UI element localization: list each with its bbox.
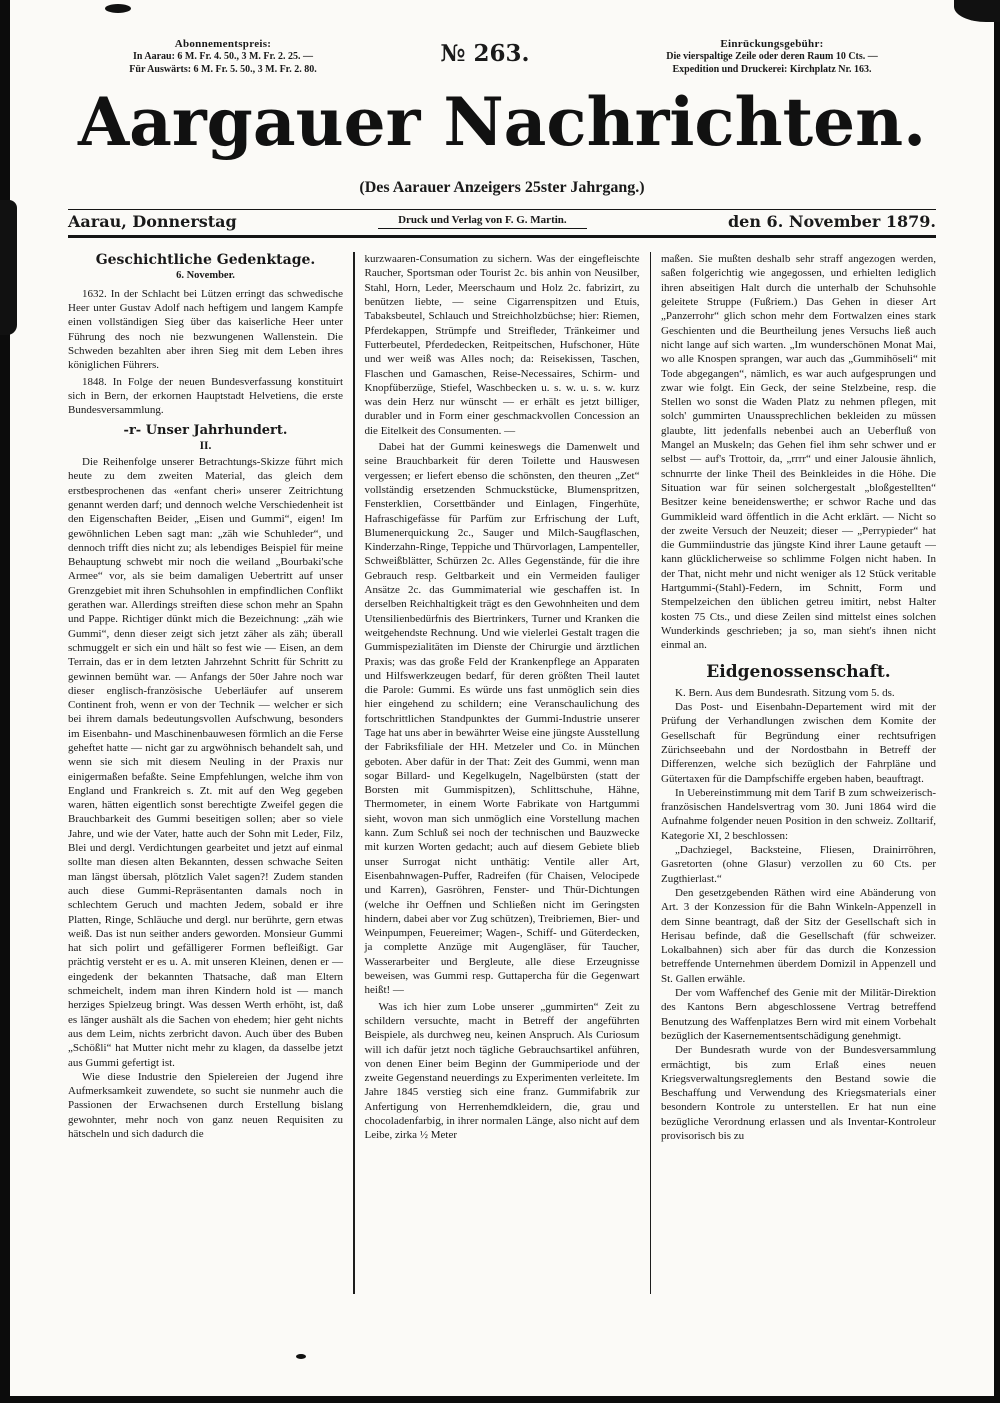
- article-paragraph: maßen. Sie mußten deshalb sehr straff angezogen werden, saßen folgerichtig wie angegossen, und erhielten lediglich ihren abseitigen Halt durch die unterhalb der Schuhsohle geleitete Struppe (Fußriem.) Das Gehen in dieser Art „Panzerrohr“ glich schon mehr dem Fortwalzen eines stark Geschienten und die Beurtheilung jenes Versuchs ließ auch nicht lange auf sich warten. „Im wunderschönen Monat Mai, wo alle Knospen sprangen, war auch das „Gummihöseli“ mit Tode abgegangen“, nämlich, es war auch aufgesprungen und zwar wie folgt. Ein Geck, der seine Stelzbeine, resp. die Stellen wo sonst die Waden Platz zu nehmen pflegen, mit solch' gummirten Unaussprechlichen bekleiden zu müssen glaubte, litt jedenfalls nebenbei auch an Ueberfluß von Mangel an Muskeln; das Gehen fiel ihm sehr schwer und er selbst — auf's Trottoir, da, „rrrr“ und einer Jalousie ähnlich, schnurrte der linke Theil des Beinkleides in die Höhe. Die Situation war für seinen solchergestalt „bloßgestellten“ Besitzer keine beneidenswerthe; er schwor Rache und das Gummikleid ward öffentlich in die Acht erklärt. — Nicht so der zweite Versuch der Neuzeit; dieser — „Perrypieder“ hat die Gummiindustrie das jüngste Kind ihrer Laune getauft — kann glücklicherweise so schlimme Folgen nicht haben. In der That, nicht mehr und nicht weniger als 12 Stück veritable Hartgummi-(Stahl)-Federn, im Schnitt, Form und Stempelzeichen den üblichen getreu imitirt, nebst Halter kosten 75 Cts., und diese Zeilen sind mittelst eines solchen Wunderkinds geschrieben; ja so, man sieht's ihnen nicht einmal an.: [661, 253, 936, 652]
- issue-number: № 263.: [440, 40, 530, 67]
- newspaper-title: Aargauer Nachrichten.: [77, 83, 927, 161]
- article-paragraph: kurzwaaren-Consumation zu sichern. Was der eingefleischte Raucher, Sportsman oder Tourist 2c. bis anhin von Neusilber, Stahl, Horn, Leder, Meerschaum und Holz 2c. fabrizirt, zu benützen liebte, — seine Cigarrenspitzen und Etuis, Tabaksbeutel, Schlauch und Streichholzbüchse; hier: Riemen, Pferdekappen, Strümpfe und Streifleder, Tränkeimer und Futterbeutel, Pferdedecken, Reitpeitschen, Hufschoner, Hüte und wer weiß was Alles noch; da: Reisekissen, Taschen, Flaschen und Gamaschen, Reise-Necessaires, Schirm- und Knopfüberzüge, Stiefel, Waschbecken u. s. w. u. s. w. kurz was dein Herz nur wünscht — er erhält es jetzt billiger, durabler und in Form einer geschmackvollen Concession an die Eitelkeit des Consumenten. —: [364, 253, 640, 437]
- column-3: [651, 252, 936, 1294]
- article-paragraph: Wie diese Industrie den Spielereien der Jugend ihre Aufmerksamkeit zuwendete, so sucht sie nunmehr auch die Passionen der Erwachsenen durch Erstellung bislang gewohnter, mehr noch von ganz neuen Requisiten zu hätscheln und sich dadurch die: [68, 1070, 343, 1140]
- top-information-bar: [10, 0, 994, 76]
- dateline: [68, 210, 936, 235]
- article-heading-gedenktage: Geschichtliche Gedenktage.: [95, 252, 316, 269]
- article-paragraph: „Dachziegel, Backsteine, Fliesen, Drainirröhren, Gasretorten (ohne Glasur) verzollen zu 60 Cts. per Zugthierlast.“: [661, 844, 936, 885]
- article-paragraph: Der vom Waffenchef des Genie mit der Militär-Direktion des Kantons Bern abgeschlossene Vertrag betreffend Benutzung des Waffenplatzes Bern wird mit einem Vorbehalt bezüglich der Kasernementsentschädigung genehmigt.: [661, 987, 936, 1042]
- article-columns: [68, 252, 936, 1294]
- article-paragraph: Was ich hier zum Lobe unserer „gummirten“ Zeit zu schildern versuchte, macht in Betreff der angeführten Beispiele, als durchweg neu, keinen Anspruch. Als Curiosum will ich dafür jetzt noch tägliche Gebrauchsartikel anführen, von denen Einer beim Beginn der Gummiperiode und der zweite Gegenstand neuerdings zu Experimenten verleitete. Im Jahre 1845 verstieg sich eine franz. Gummifabrik zur Anfertigung von Herrenhemdkleidern, die, grau und chocoladenfarbig, in ihrer normalen Länge, also nicht auf dem Leibe, zirka ½ Meter: [364, 1000, 640, 1142]
- article-paragraph: K. Bern. Aus dem Bundesrath. Sitzung vom 5. ds.: [675, 686, 895, 699]
- subscription-line: In Aarau: 6 M. Fr. 4. 50., 3 M. Fr. 2. 25. —: [132, 51, 314, 62]
- article-part-numeral: II.: [199, 439, 212, 452]
- article-paragraph: Dabei hat der Gummi keineswegs die Damenwelt und seine Brauchbarkeit für deren Toilette und Hauswesen vergessen; er liefert ebenso die schönsten, den theuren „Zet“ vollständig ersetzenden Schmuckstücke, Blumenspritzen, Fensterklien, Corsettbänder und Einlagen, Fingerhüte, Hafraschigefässe für Parfüm zur Erfrischung der Luft, Blumenerquickung 2c., Sauger und Milch-Saugflaschen, Kinderzahn-Ringe, Teppiche und Thürvorlagen, Lampenteller, Schweißblätter, Schürzen 2c. Alles Gegenstände, für die ihre Gebrauch resp. Geltbarkeit und ein Vermeiden fauliger Ansätze 2c. das Gummimaterial wie geschaffen ist. In derselben Reichhaltigkeit trägt es den Gewohnheiten und dem Utensilienbedürfnis des Biertrinkers, Turner und Kranken die weitgehendste Rechnung. Und wie vielerlei Gestalt tragen die Gummispezialitäten im Dienste der Chirurgie und ärztlichen Praxis; was das große Feld der Krankenpflege an Apparaten und Hilfswerkzeugen bedarf, für deren größten Theil lautet die Parole: Gummi. Es würde uns fast unmöglich sein dies hier eingehend zu schildern; eine Veranschaulichung des fortschrittlichen Standpunktes der Gummi-Industrie unserer Tage hat uns aber in bewährter Weise eine jüngste Ausstellung der Fabriksfiliale der HH. Metzeler und Co. in München geboten. Aber dafür in der That: Zeit des Gummi, wenn man sogar Billard- und Kegelkugeln, Nagelbürsten (statt der Borsten mit Gummispitzen), Schlittschuhe, Hähne, Thermometer, in einem Worte Fabrikate von Hartgummi sieht, wovon man sich unmöglich eine Vorstellung machen kann. Zum Schluß sei noch der technischen und Bauzwecke mit kurzen Worten gedacht; auch auf diesem Gebiete blieb unser Surrogat nicht unthätig: Ventile aller Art, Eisenbahnwagen-Puffer, Radreifen (für Chaisen, Velocipede und Karren), Gasröhren, Fenster- und Thür-Dichtungen (welche ihr Oeffnen und Schließen nicht im Geringsten hindern, dabei aber vor Zug schützen), Treibriemen, Bier- und Weinpumpen, Feuereimer; Wagen-, Schiff- und Güterdecken, ja complette Anzüge mit Augengläser, für Taucher, Wasserarbeiter und Bergleute, alle diese Erzeugnisse beweisen, was Gummi resp. Guttapercha für die Gegenwart heißt! —: [364, 441, 640, 997]
- newspaper-subtitle: (Des Aarauer Anzeigers 25ster Jahrgang.): [359, 178, 645, 196]
- divider-rule-thick: [68, 235, 936, 239]
- dateline-place: Aarau, Donnerstag: [68, 211, 237, 231]
- dateline-date: den 6. November 1879.: [727, 211, 936, 231]
- article-paragraph: In Uebereinstimmung mit dem Tarif B zum schweizerisch-französischen Handelsvertrag vom 30. Juni 1864 wird die Aufnahme folgender neuen Position in den schweiz. Zolltarif, Kategorie XI, 2 beschlossen:: [661, 786, 936, 842]
- insertion-fee-line: Expedition und Druckerei: Kirchplatz Nr. 163.: [672, 64, 872, 75]
- article-subheading-date: 6. November.: [176, 270, 235, 282]
- subscription-title: Abonnementspreis:: [174, 38, 272, 50]
- article-paragraph: Der Bundesrath wurde von der Bundesversammlung ermächtigt, bis zum Erlaß eines neuen Kriegsverwaltungsreglements den Bestand sowie die Beschaffung und Verwendung des Kriegsmaterials einer besondern Kontrole zu unterstellen. Er hat nun eine bezügliche Verordnung erlassen und als Inventar-Kontroleur provisorisch bis zu: [661, 1044, 936, 1142]
- insertion-fee-line: Die vierspaltige Zeile oder deren Raum 10 Cts. —: [666, 51, 878, 62]
- subscription-info: [98, 38, 348, 76]
- insertion-fee-info: [622, 38, 922, 76]
- article-paragraph: Die Reihenfolge unserer Betrachtungs-Skizze führt mich heute zu dem zweiten Material, das gleich dem erstbesprochenen das «enfant cheri» unserer Zeitrichtung genannt werden darf; und dennoch welche Verschiedenheit ist den Eigenschaften Beider, „Eisen und Gummi“, eigen! Im gewöhnlichen Leben sagt man: „zäh wie Schuhleder“, und dennoch trifft dies nicht zu; als lebendiges Beispiel für meine Behauptung schwebt mir noch die weiland „Bourbaki'sche Armee“ vor, als sie beim damaligen Uebertritt auf unser Grenzgebiet mit ihren Schuhsohlen in empfindlichen Conflikt gerathen war. Allerdings streiften diese schon mehr an Spahn und Pappe. Richtiger dünkt mich die Bezeichnung: „zäh wie Gummi“, denn dieser zeigt sich jetzt zäher als zäh; überall schmuggelt er sich ein und hält so fest wie — Eisen, an dem Terrain, das er in dem letzten Jahrzehnt Schritt für Schritt zu gewinnen bemüht war. — Anfangs der 50er Jahre noch war dieser englisch-französische Ueberläufer auf unserem Continent froh, wenn er von der Technik — welcher er sich bei ihrem damals bedeutungsvollen Aufschwung, besonders im Eisenbahn- und Maschinenbauwesen förmlich an die Ferse geheftet hatte — nicht gar zu argwöhnisch behandelt sah, und wenn sie sich mit diesem Neuling in der Praxis nur einigermaßen befaßte. Seine Empfehlungen, welche ihm von England und Frankreich s. Zt. mit auf den Weg gegeben waren, hätten eigentlich sonst berechtigte Zweifel gegen die Brauchbarkeit des Gummi beseitigen sollen; aber so viele Jahre, und wie der Vater, hatte auch der Sohn mit Leder, Filz, Blei und dergl. Verdichtungen gearbeitet und jetzt auf einmal sollte man diesen alten Bekannten, dessen schwache Seiten man längst übersah, plötzlich Valet sagen?! Zudem standen auch diese Gummi-Repräsentanten damals noch in schlechtem Geruch und machten Jedem, sobald er ihre Platten, Ringe, Schläuche und dergl. nur berührte, gern etwas weiß. Das ist nun seither anders geworden. Monsieur Gummi hat sich polirt und gefälligerer Formen befleißigt. Gar prächtig versteht er es u. A. mit unseren Kleinen, denen er — eingedenk der bekannten Thatsache, daß man Eltern schmeichelt, indem man ihren Kindern hold ist — manch herziges Spielzeug bringt. Was dessen Werth erhöht, ist, daß es länger aushält als die Sachen von ehedem; hier geht nichts aus dem Leim, nichts zerbricht davon. Auch über des Buben „Schößli“ hat Mutter nicht mehr zu klagen, da dasselbe jetzt aus Gummi gefertigt ist.: [68, 456, 343, 1069]
- imprint: Druck und Verlag von F. G. Martin.: [378, 213, 587, 229]
- scan-smudge-left-edge: [0, 200, 17, 335]
- section-heading-eidgenossenschaft: Eidgenossenschaft.: [706, 661, 891, 682]
- article-paragraph: 1632. In der Schlacht bei Lützen erringt das schwedische Heer unter Gustav Adolf nach heftigem und langem Kampfe einen vollständigen Sieg über das kaiserliche Heer unter Führung des noch nie bezwungenen Wallenstein. Die Schweden bezahlten aber ihren Sieg mit dem Leben ihres königlichen Führers.: [68, 287, 343, 372]
- newspaper-page: [10, 0, 994, 1396]
- subscription-line: Für Auswärts: 6 M. Fr. 5. 50., 3 M. Fr. 2. 80.: [129, 64, 317, 75]
- article-paragraph: Das Post- und Eisenbahn-Departement wird mit der Prüfung der Verhandlungen zwischen dem Komite der Gesellschaft für Begründung einer rechtsufrigen Zürichseebahn und der Nordostbahn in Betreff der Differenzen, welche sich bezüglich der Fahrpläne und Gütertaxen für die Dampfschiffe ergeben haben, beauftragt.: [661, 701, 936, 785]
- article-heading-jahrhundert: -r- Unser Jahrhundert.: [123, 423, 288, 439]
- article-paragraph: 1848. In Folge der neuen Bundesverfassung konstituirt sich in Bern, der erkornen Hauptstadt Helvetiens, die erste Bundesversammlung.: [68, 375, 343, 417]
- column-2: [355, 252, 650, 1294]
- column-1: [68, 252, 353, 1294]
- scan-smudge-top-left: [105, 4, 131, 13]
- article-paragraph: Den gesetzgebenden Räthen wird eine Abänderung von Art. 3 der Konzession für die Bahn Winkeln-Appenzell in dem Sinne beantragt, daß der Sitz der Gesellschaft sich in Herisau befinde, daß die Gesellschaft (für schweizer. Lokalbahnen) sich aber für das durch die Konzession betreffende Unternehmen überdem Domizil in Appenzell und St. Gallen erwähle.: [661, 886, 936, 985]
- scan-smudge-bottom: [296, 1354, 306, 1359]
- insertion-fee-title: Einrückungsgebühr:: [720, 38, 824, 50]
